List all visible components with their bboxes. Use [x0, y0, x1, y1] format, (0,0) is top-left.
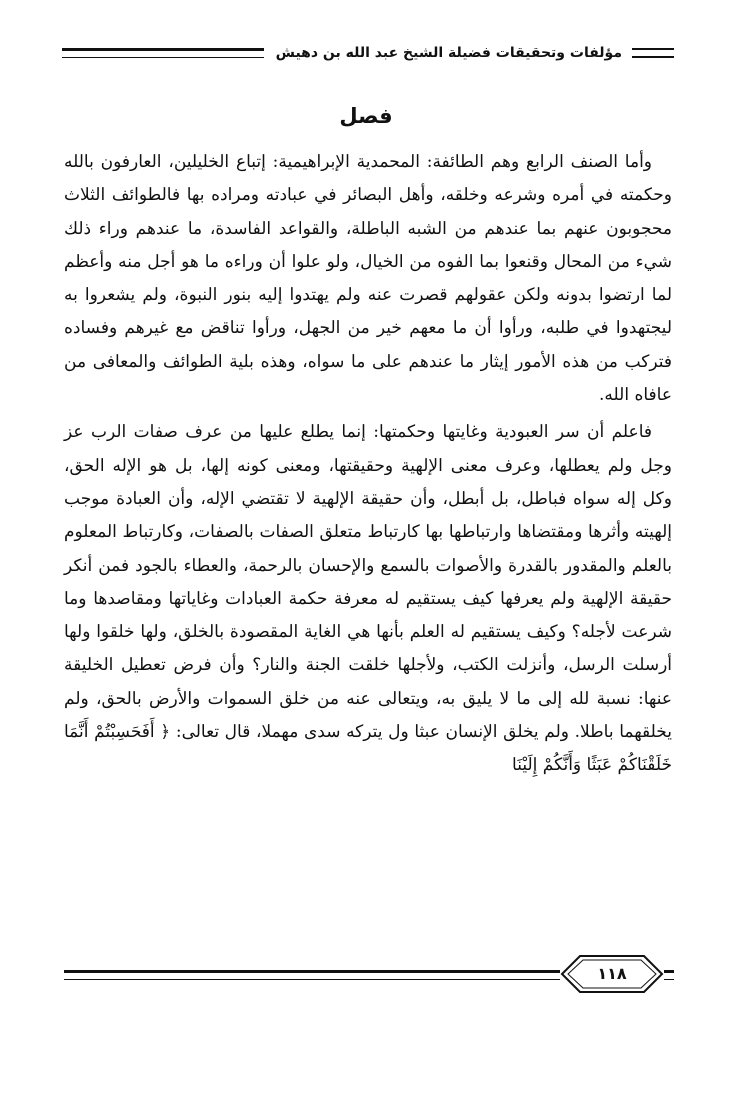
page-number-badge — [560, 954, 664, 994]
header-title: مؤلفات وتحقيقات فضيلة الشيخ عبد الله بن دهيش — [275, 45, 622, 61]
header-ornament — [632, 48, 674, 58]
section-title: فصل — [339, 104, 393, 128]
running-header — [62, 38, 674, 68]
footer-rule-left — [64, 970, 560, 980]
paragraph-2: فاعلم أن سر العبودية وغايتها وحكمتها: إنما يطلع عليها من عرف صفات الرب عز وجل ولم يعطلها، وعرف معنى الإلهية وحقيقتها، ومعنى كونه إلها، بل هو الإله الحق، وكل إله سواه فباطل، بل أبطل، وأن حقيقة الإلهية لا تقتضي الإله، وأن العبادة موجب إلهيته وأثرها ومقتضاها وارتباطها بها كارتباط متعلق الصفات بالصفات، وكارتباط المعلوم بالعلم والمقدور بالقدرة والأصوات بالسمع والإحسان بالرحمة، والعطاء بالجود فمن أنكر حقيقة الإلهية ولم يعرفها كيف يستقيم له معرفة حكمة العبادات وغاياتها ومقاصدها وما شرعت لأجله؟ وكيف يستقيم له العلم بأنها هي الغاية المقصودة بالخلق، ولها خلقوا ولها أرسلت الرسل، وأنزلت الكتب، ولأجلها خلقت الجنة والنار؟ وأن فرض تعطيل الخليقة عنها: نسبة لله إلى ما لا يليق به، ويتعالى عنه من خلق السموات والأرض بالحق، ولم يخلقهما باطلا. ولم يخلق الإنسان عبثا ول يتركه سدى مهملا، قال تعالى: ﴿ أَفَحَسِبْتُمْ أَنَّمَا خَلَقْنَاكُمْ عَبَثًا وَأَنَّكُمْ إِلَيْنَا — [64, 422, 673, 776]
page-number: ١١٨ — [597, 964, 627, 983]
body-text — [64, 146, 672, 783]
paragraph-1: وأما الصنف الرابع وهم الطائفة: المحمدية الإبراهيمية: إتباع الخليلين، العارفون بالله وحكمته في أمره وشرعه وخلقه، وأهل البصائر في عبادته ومراده بها فالطوائف الثلاث محجوبون عنهم بما عندهم من الشبه الباطلة، والقواعد الفاسدة، ما عندهم وراء ذلك شيء من المحال وقنعوا بما الفوه من الخيال، ولو علوا أن وراءه ما هو أجل منه وأعظم لما ارتضوا بدونه ولكن عقولهم قصرت عنه ولم يهتدوا إليه بنور النبوة، ولم يشعروا به ليجتهدوا في طلبه، ورأوا أن ما معهم خير من الجهل، ورأوا تناقض مع غيرهم وفساده فتركب من هذه الأمور إيثار ما عندهم على ما سواه، وهذه بلية الطوائف والمعافى من عافاه الله. — [64, 152, 672, 406]
page-footer — [64, 954, 674, 998]
footer-rule-right — [664, 970, 674, 980]
header-rule — [62, 48, 264, 58]
